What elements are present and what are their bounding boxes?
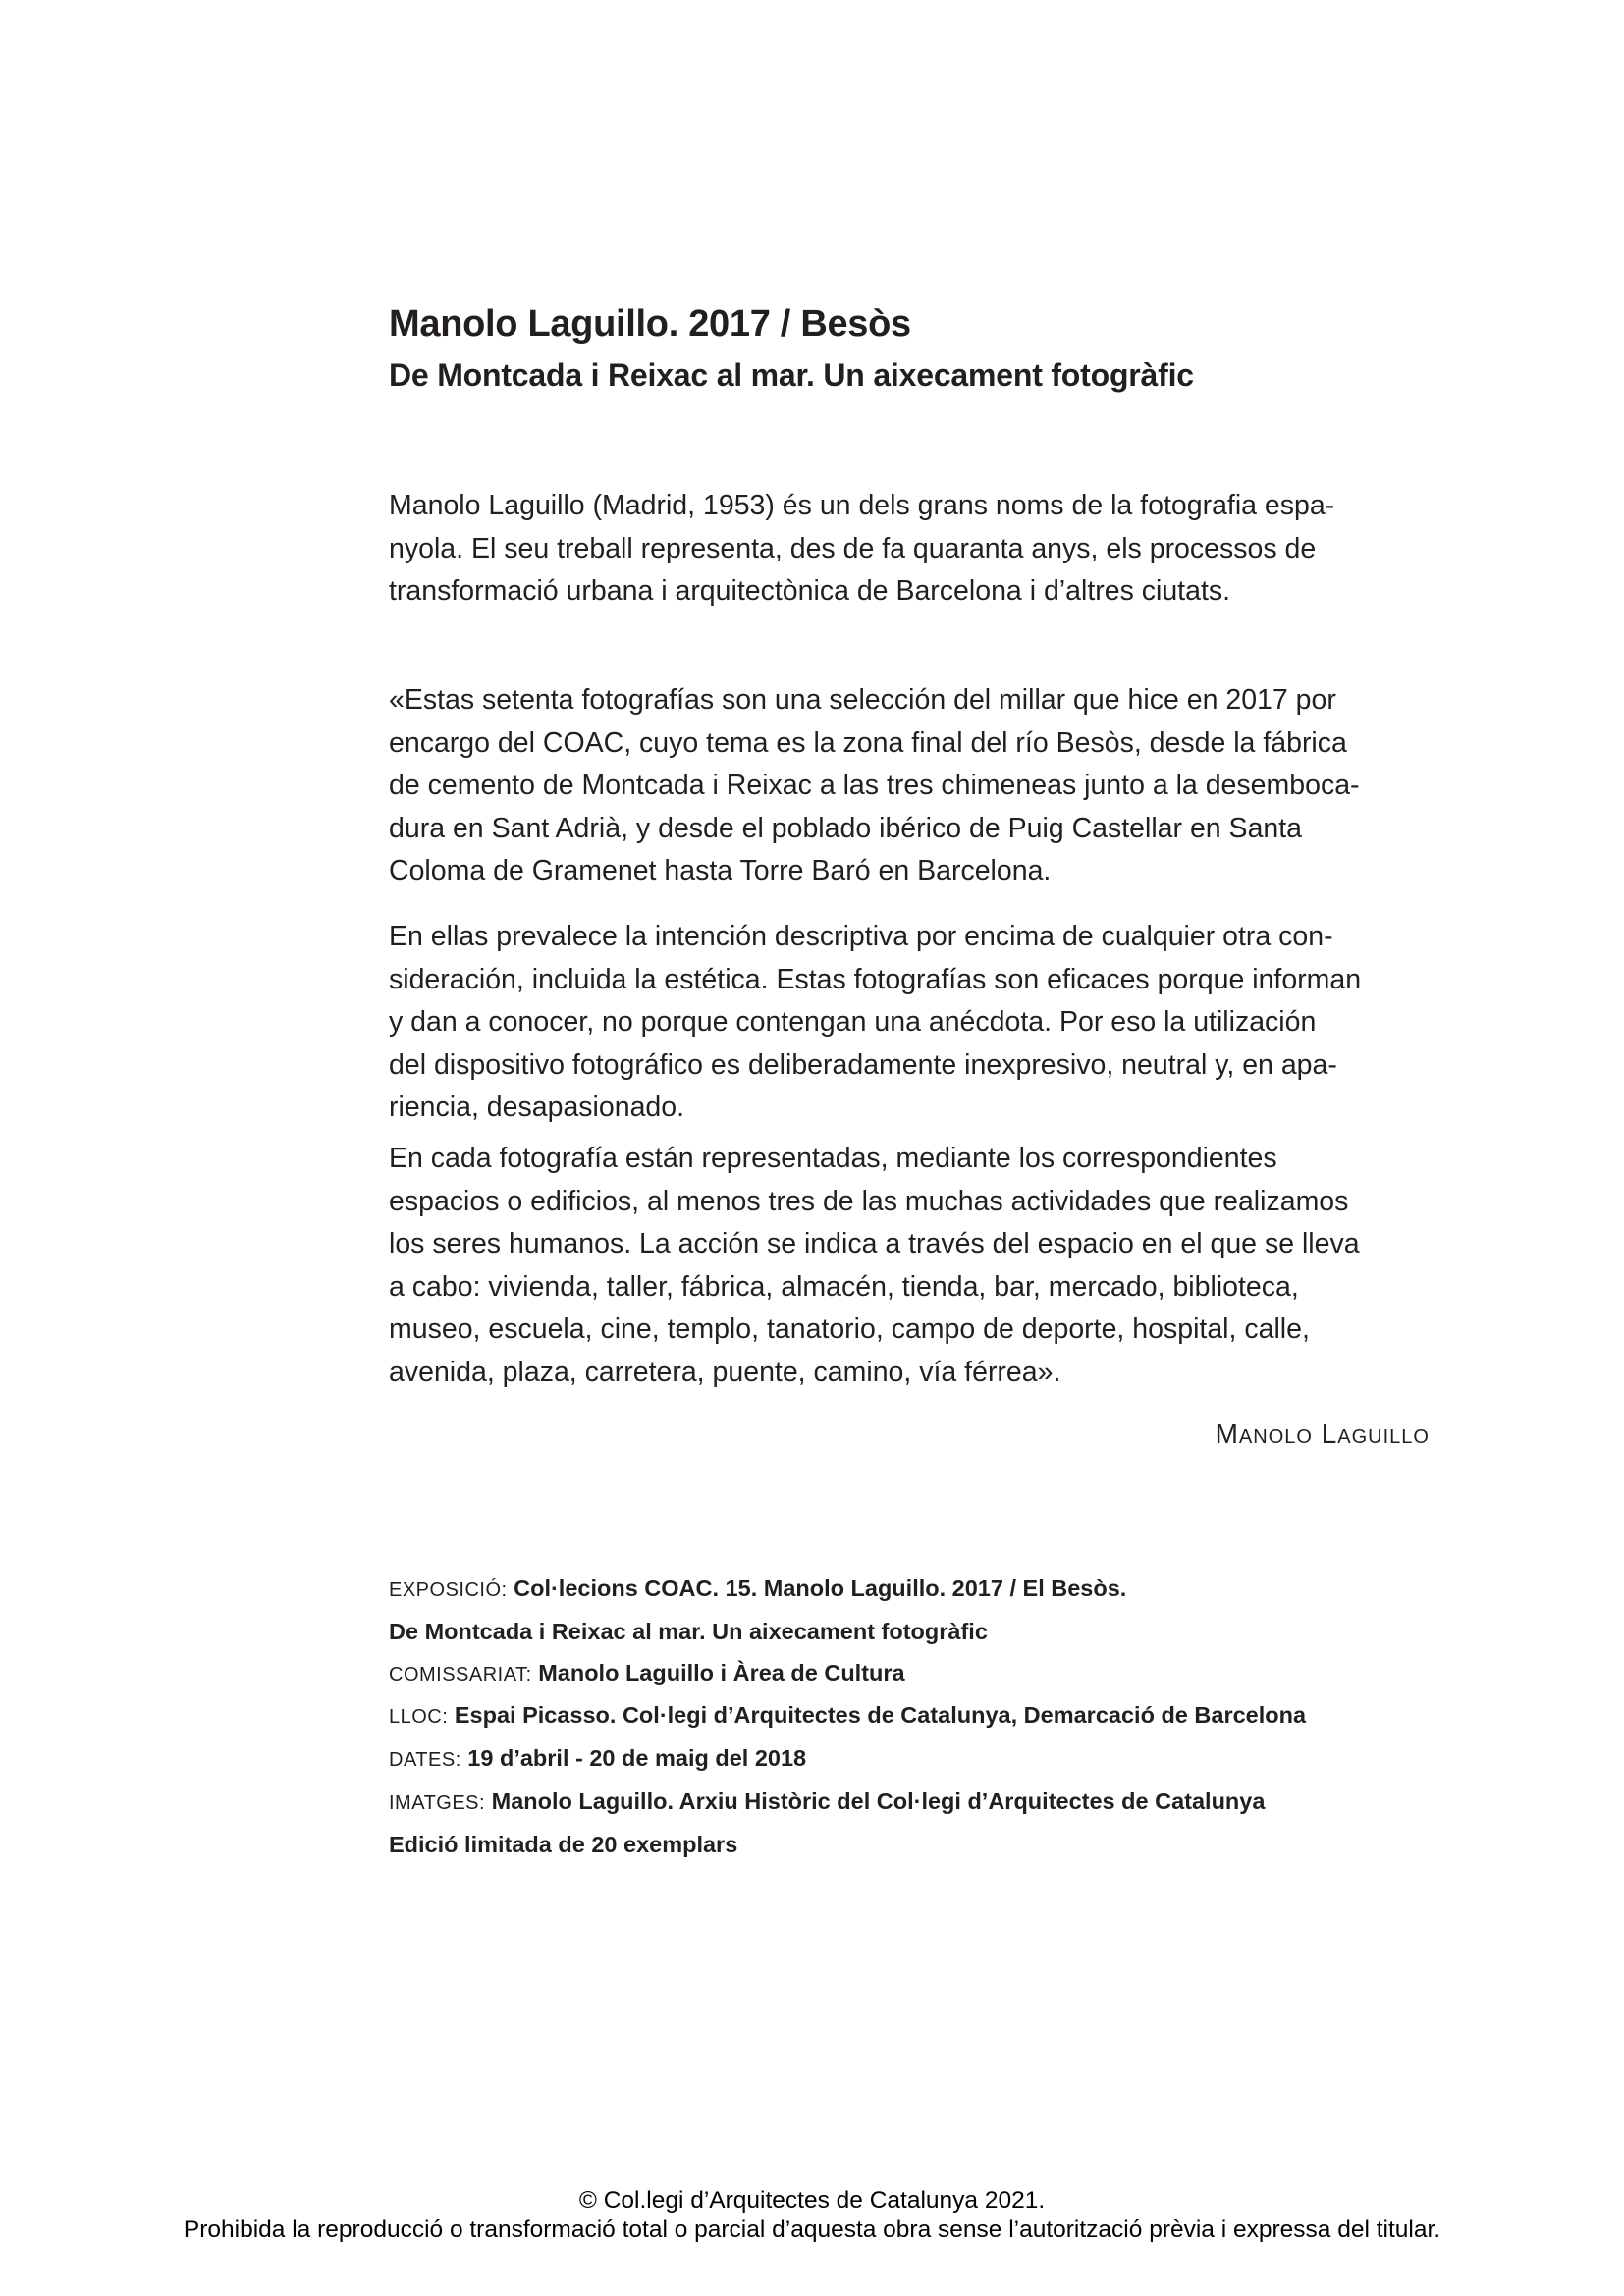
credit-value: Manolo Laguillo. Arxiu Històric del Col·legi d’Arquitectes de Catalunya: [491, 1788, 1266, 1814]
text-line: museo, escuela, cine, templo, tanatorio, campo de deporte, hospital, calle,: [389, 1313, 1310, 1345]
credit-edicio: Edició limitada de 20 exemplars: [389, 1831, 738, 1857]
credit-value: 19 d’abril - 20 de maig del 2018: [467, 1745, 807, 1772]
text-line: a cabo: vivienda, taller, fábrica, almacén, tienda, bar, mercado, biblioteca,: [389, 1270, 1299, 1303]
credit-label: IMATGES:: [389, 1791, 486, 1814]
text-line: Coloma de Gramenet hasta Torre Baró en Barcelona.: [389, 855, 1052, 886]
credit-lloc: [389, 1695, 1469, 1738]
text-line: nyola. El seu treball representa, des de fa quaranta anys, els processos de: [389, 532, 1317, 564]
text-line: dura en Sant Adrià, y desde el poblado ibérico de Puig Castellar en Santa: [389, 812, 1303, 844]
text-line: sideración, incluida la estética. Estas fotografías son eficaces porque informan: [389, 963, 1362, 995]
text-line: los seres humanos. La acción se indica a través del espacio en el que se lleva: [389, 1228, 1360, 1259]
credit-comissariat: [389, 1653, 1469, 1696]
credit-dates: [389, 1738, 1469, 1782]
credit-label: EXPOSICIÓ:: [389, 1579, 508, 1601]
text-line: En ellas prevalece la intención descriptiva por encima de cualquier otra con-: [389, 921, 1333, 952]
credit-value: Manolo Laguillo i Àrea de Cultura: [538, 1659, 905, 1685]
text-line: transformació urbana i arquitectònica de Barcelona i d’altres ciutats.: [389, 575, 1231, 607]
intro-paragraph: [389, 485, 1469, 614]
quote-paragraph-3: [389, 1138, 1469, 1394]
document-title: Manolo Laguillo. 2017 / Besòs: [389, 303, 911, 345]
copyright-notice: © Col.legi d’Arquitectes de Catalunya 2021.: [578, 2187, 1046, 2214]
credit-exposicio-continued: De Montcada i Reixac al mar. Un aixecament fotogràfic: [389, 1618, 988, 1644]
document-subtitle: De Montcada i Reixac al mar. Un aixecament fotogràfic: [389, 357, 1194, 393]
credit-exposicio: [389, 1569, 1469, 1612]
text-line: del dispositivo fotográfico es deliberadamente inexpresivo, neutral y, en apa-: [389, 1048, 1337, 1081]
text-line: y dan a conocer, no porque contengan una anécdota. Por eso la utilización: [389, 1006, 1317, 1038]
page-footer: [0, 2186, 1624, 2245]
credit-value: Espai Picasso. Col·legi d’Arquitectes de Catalunya, Demarcació de Barcelona: [454, 1702, 1307, 1729]
credit-value: Col·lecions COAC. 15. Manolo Laguillo. 2017 / El Besòs.: [514, 1575, 1127, 1601]
text-line: encargo del COAC, cuyo tema es la zona final del río Besòs, desde la fábrica: [389, 726, 1347, 759]
text-line: En cada fotografía están representadas, mediante los correspondientes: [389, 1143, 1277, 1174]
text-line: «Estas setenta fotografías son una selección del millar que hice en 2017 por: [389, 684, 1336, 716]
quote-author: Manolo Laguillo: [1215, 1418, 1430, 1449]
text-line: avenida, plaza, carretera, puente, camino, vía férrea».: [389, 1356, 1061, 1388]
text-line: espacios o edificios, al menos tres de las muchas actividades que realizamos: [389, 1185, 1349, 1217]
exhibition-credits: [389, 1569, 1469, 1866]
quote-paragraph-1: [389, 679, 1469, 893]
credit-label: DATES:: [389, 1749, 461, 1772]
credit-label: LLOC:: [389, 1706, 449, 1729]
quote-paragraph-2: [389, 916, 1469, 1130]
text-line: Manolo Laguillo (Madrid, 1953) és un dels grans noms de la fotografia espa-: [389, 490, 1335, 521]
credit-label: COMISSARIAT:: [389, 1663, 532, 1685]
text-line: riencia, desapasionado.: [389, 1092, 685, 1123]
rights-notice: Prohibida la reproducció o transformació total o parcial d’aquesta obra sense l’autorització prèvia i expressa del titular.: [183, 2216, 1441, 2243]
credit-imatges: [389, 1782, 1469, 1825]
text-line: de cemento de Montcada i Reixac a las tres chimeneas junto a la desemboca-: [389, 770, 1360, 801]
